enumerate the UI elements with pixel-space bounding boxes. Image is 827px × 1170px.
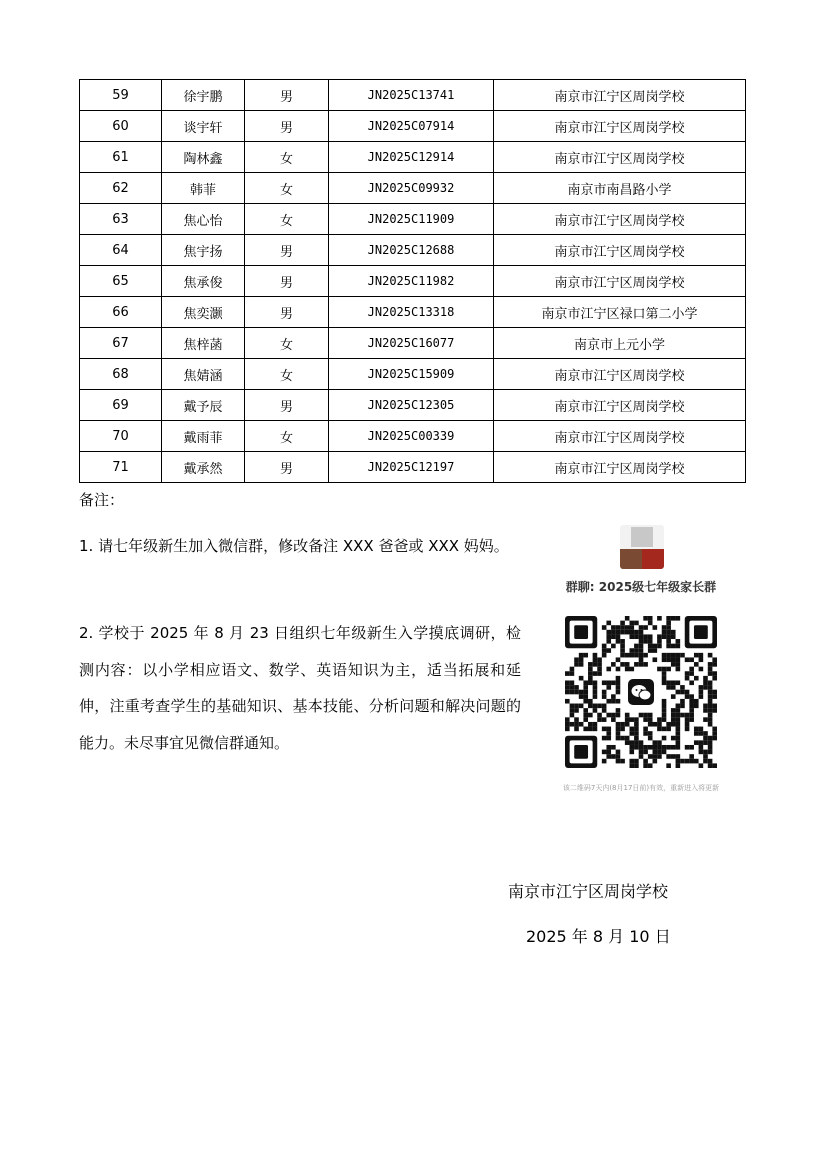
cell-gender: 男 xyxy=(245,235,329,266)
cell-gender: 男 xyxy=(245,297,329,328)
cell-school: 南京市江宁区禄口第二小学 xyxy=(494,297,746,328)
table-row xyxy=(80,452,746,483)
cell-school: 南京市江宁区周岗学校 xyxy=(494,235,746,266)
school-signature: 南京市江宁区周岗学校 xyxy=(508,882,669,901)
cell-id: JN2025C00339 xyxy=(329,421,494,452)
cell-no: 70 xyxy=(80,421,162,452)
group-avatar xyxy=(620,525,664,569)
wechat-icon xyxy=(628,679,654,705)
cell-gender: 女 xyxy=(245,142,329,173)
cell-name: 韩菲 xyxy=(162,173,245,204)
cell-no: 62 xyxy=(80,173,162,204)
cell-name: 焦宇扬 xyxy=(162,235,245,266)
table-row xyxy=(80,390,746,421)
remark-note-1: 1. 请七年级新生加入微信群，修改备注 XXX 爸爸或 XXX 妈妈。 xyxy=(79,537,509,555)
cell-school: 南京市江宁区周岗学校 xyxy=(494,390,746,421)
cell-gender: 女 xyxy=(245,328,329,359)
qr-validity-caption: 该二维码7天内(8月17日前)有效，重新进入将更新 xyxy=(562,784,720,792)
cell-id: JN2025C12688 xyxy=(329,235,494,266)
cell-no: 60 xyxy=(80,111,162,142)
group-name: 群聊: 2025级七年级家长群 xyxy=(565,580,717,594)
cell-name: 陶林鑫 xyxy=(162,142,245,173)
table-row xyxy=(80,359,746,390)
cell-no: 64 xyxy=(80,235,162,266)
cell-no: 59 xyxy=(80,80,162,111)
cell-school: 南京市江宁区周岗学校 xyxy=(494,421,746,452)
cell-id: JN2025C09932 xyxy=(329,173,494,204)
roster-body xyxy=(80,80,746,483)
cell-gender: 女 xyxy=(245,204,329,235)
cell-no: 66 xyxy=(80,297,162,328)
table-row xyxy=(80,111,746,142)
cell-name: 焦梓菡 xyxy=(162,328,245,359)
student-roster-table xyxy=(79,79,746,483)
cell-name: 戴承然 xyxy=(162,452,245,483)
remark-note-2: 2. 学校于 2025 年 8 月 23 日组织七年级新生入学摸底调研，检测内容：以小学相应语文、数学、英语知识为主，适当拓展和延伸，注重考查学生的基础知识、基本技能、分析问题和解决问题的能力。未尽事宜见微信群通知。 xyxy=(79,624,521,752)
cell-id: JN2025C11909 xyxy=(329,204,494,235)
cell-gender: 男 xyxy=(245,80,329,111)
table-row xyxy=(80,80,746,111)
qr-finder-pattern xyxy=(565,736,597,768)
table-row xyxy=(80,235,746,266)
cell-name: 谈宇轩 xyxy=(162,111,245,142)
table-row xyxy=(80,297,746,328)
cell-no: 67 xyxy=(80,328,162,359)
cell-no: 63 xyxy=(80,204,162,235)
cell-id: JN2025C15909 xyxy=(329,359,494,390)
table-row xyxy=(80,328,746,359)
cell-name: 焦承俊 xyxy=(162,266,245,297)
cell-school: 南京市江宁区周岗学校 xyxy=(494,80,746,111)
cell-school: 南京市江宁区周岗学校 xyxy=(494,142,746,173)
cell-gender: 女 xyxy=(245,421,329,452)
table-row xyxy=(80,421,746,452)
cell-no: 68 xyxy=(80,359,162,390)
cell-id: JN2025C16077 xyxy=(329,328,494,359)
cell-gender: 男 xyxy=(245,390,329,421)
cell-no: 69 xyxy=(80,390,162,421)
cell-id: JN2025C11982 xyxy=(329,266,494,297)
cell-no: 65 xyxy=(80,266,162,297)
cell-no: 61 xyxy=(80,142,162,173)
cell-school: 南京市江宁区周岗学校 xyxy=(494,204,746,235)
cell-name: 焦婧涵 xyxy=(162,359,245,390)
qr-code xyxy=(565,616,717,768)
table-row xyxy=(80,204,746,235)
cell-gender: 女 xyxy=(245,359,329,390)
table-row xyxy=(80,266,746,297)
wechat-group-qr-card xyxy=(543,520,739,796)
cell-name: 戴予辰 xyxy=(162,390,245,421)
cell-id: JN2025C07914 xyxy=(329,111,494,142)
qr-finder-pattern xyxy=(685,616,717,648)
cell-no: 71 xyxy=(80,452,162,483)
cell-name: 戴雨菲 xyxy=(162,421,245,452)
cell-school: 南京市江宁区周岗学校 xyxy=(494,452,746,483)
signature-date: 2025 年 8 月 10 日 xyxy=(526,927,671,946)
cell-name: 焦奕灏 xyxy=(162,297,245,328)
qr-finder-pattern xyxy=(565,616,597,648)
cell-gender: 男 xyxy=(245,452,329,483)
remarks-label: 备注： xyxy=(79,491,125,509)
cell-name: 焦心怡 xyxy=(162,204,245,235)
cell-gender: 男 xyxy=(245,266,329,297)
cell-id: JN2025C12914 xyxy=(329,142,494,173)
cell-gender: 女 xyxy=(245,173,329,204)
cell-id: JN2025C13318 xyxy=(329,297,494,328)
cell-school: 南京市上元小学 xyxy=(494,328,746,359)
cell-name: 徐宇鹏 xyxy=(162,80,245,111)
cell-school: 南京市江宁区周岗学校 xyxy=(494,359,746,390)
table-row xyxy=(80,173,746,204)
cell-id: JN2025C13741 xyxy=(329,80,494,111)
cell-school: 南京市江宁区周岗学校 xyxy=(494,111,746,142)
cell-id: JN2025C12305 xyxy=(329,390,494,421)
cell-gender: 男 xyxy=(245,111,329,142)
cell-id: JN2025C12197 xyxy=(329,452,494,483)
table-row xyxy=(80,142,746,173)
cell-school: 南京市江宁区周岗学校 xyxy=(494,266,746,297)
cell-school: 南京市南昌路小学 xyxy=(494,173,746,204)
